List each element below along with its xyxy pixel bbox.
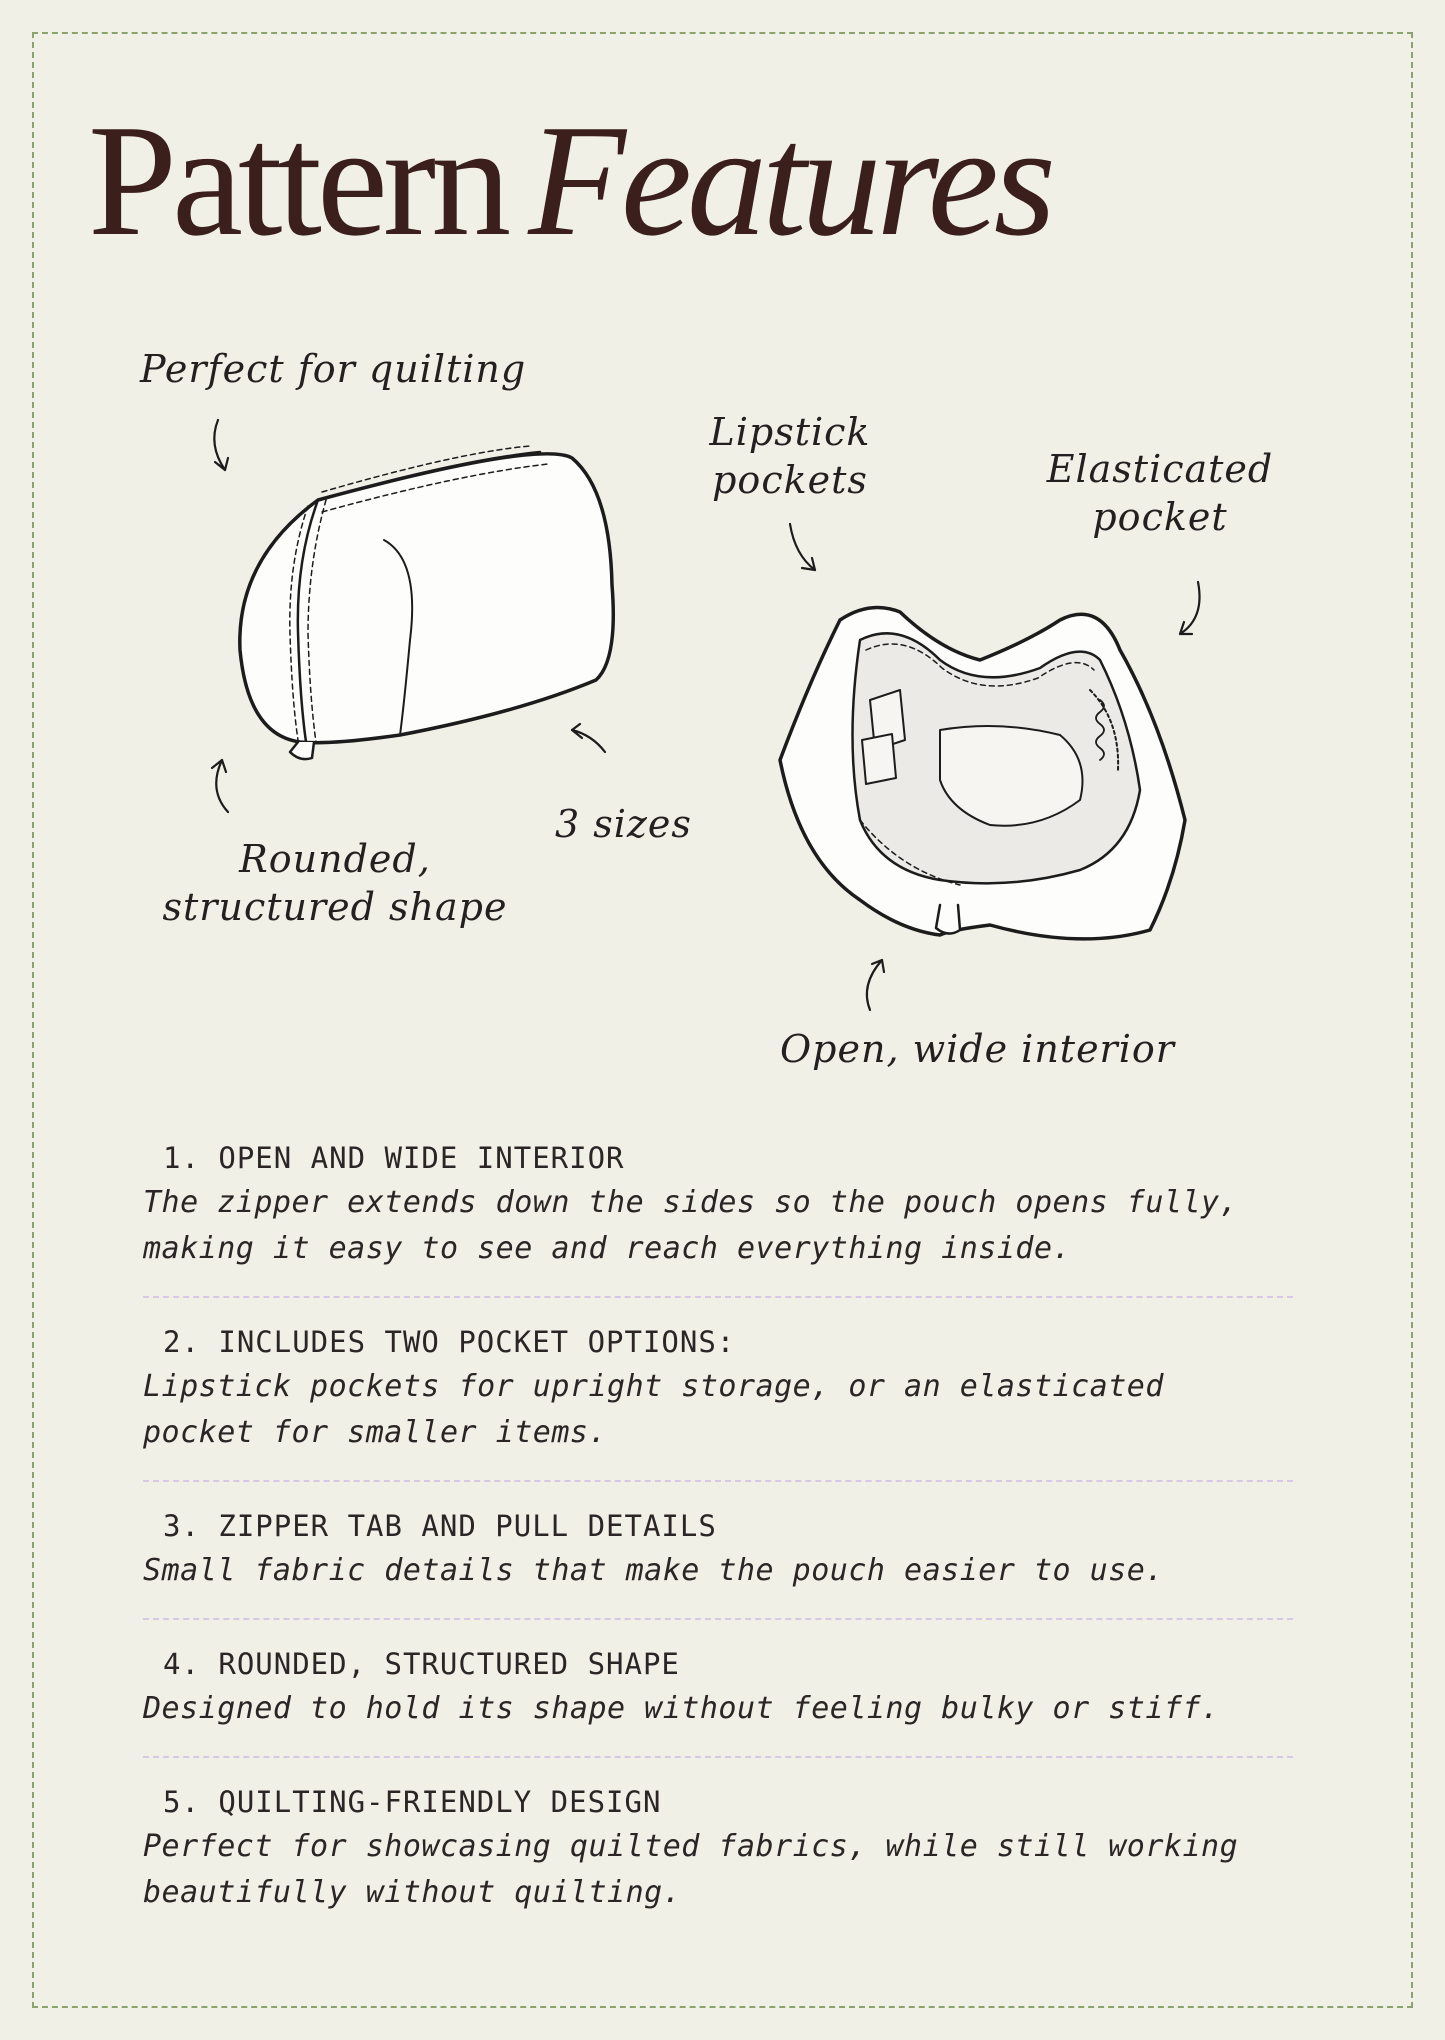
annotation-rounded xyxy=(150,835,520,931)
feature-line: beautifully without quilting. xyxy=(143,1875,682,1910)
title-italic: Features xyxy=(528,91,1052,269)
annotation-interior: Open, wide interior xyxy=(780,1027,1175,1071)
title-plain: Pattern xyxy=(88,91,507,269)
feature-heading: 2. INCLUDES TWO POCKET OPTIONS: xyxy=(163,1325,736,1359)
closed-pouch-illustration xyxy=(240,446,613,759)
divider xyxy=(143,1756,1293,1758)
feature-heading: 4. ROUNDED, STRUCTURED SHAPE xyxy=(163,1647,680,1681)
feature-description xyxy=(143,1548,1303,1594)
annotation-lipstick-line1: Lipstick xyxy=(709,410,871,454)
divider xyxy=(143,1296,1293,1298)
feature-item xyxy=(143,1780,1303,1916)
annotation-rounded-line1: Rounded, xyxy=(239,837,431,881)
feature-list xyxy=(143,1136,1303,1916)
feature-heading: 3. ZIPPER TAB AND PULL DETAILS xyxy=(163,1509,717,1543)
feature-line: Designed to hold its shape without feeling bulky or stiff. xyxy=(143,1691,1220,1726)
feature-line: making it easy to see and reach everything inside. xyxy=(143,1231,1072,1266)
open-pouch-illustration xyxy=(780,608,1185,939)
feature-heading: 1. OPEN AND WIDE INTERIOR xyxy=(163,1141,625,1175)
feature-item xyxy=(143,1320,1303,1456)
feature-item xyxy=(143,1136,1303,1272)
annotation-elastic-line2: pocket xyxy=(1092,495,1228,539)
feature-item xyxy=(143,1642,1303,1732)
feature-item xyxy=(143,1504,1303,1594)
feature-line: pocket for smaller items. xyxy=(143,1415,608,1450)
annotation-elastic-line1: Elasticated xyxy=(1046,447,1274,491)
feature-line: Perfect for showcasing quilted fabrics, while still working xyxy=(143,1829,1239,1864)
feature-description xyxy=(143,1364,1303,1456)
feature-heading: 5. QUILTING-FRIENDLY DESIGN xyxy=(163,1785,662,1819)
feature-line: Lipstick pockets for upright storage, or an elasticated xyxy=(143,1369,1164,1404)
feature-description xyxy=(143,1686,1303,1732)
feature-description xyxy=(143,1180,1303,1272)
annotation-sizes: 3 sizes xyxy=(555,802,692,846)
feature-line: The zipper extends down the sides so the pouch opens fully, xyxy=(143,1185,1239,1220)
divider xyxy=(143,1618,1293,1620)
feature-line: Small fabric details that make the pouch easier to use. xyxy=(143,1553,1164,1588)
annotation-rounded-line2: structured shape xyxy=(162,885,508,929)
annotation-lipstick-line2: pockets xyxy=(712,458,868,502)
feature-description xyxy=(143,1824,1303,1916)
annotation-lipstick xyxy=(690,408,890,504)
annotation-elastic xyxy=(1040,445,1280,541)
annotation-quilting: Perfect for quilting xyxy=(140,347,527,391)
divider xyxy=(143,1480,1293,1482)
